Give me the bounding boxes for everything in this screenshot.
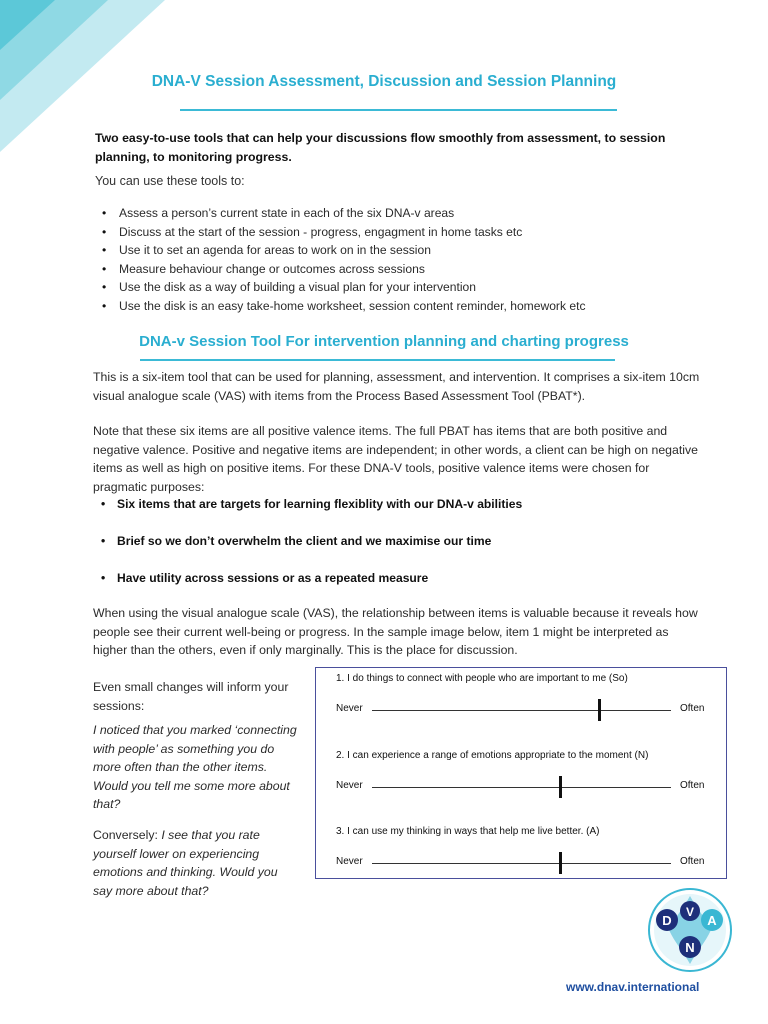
paragraph-2: Note that these six items are all positive valence items. The full PBAT has items that are both positive and negative valence. Positive and negative items are independent; in other words, a client can be high on negative items as well as high on positive items. For these DNA-V tools, positive valence items were chosen for pragmatic purposes: xyxy=(93,424,698,494)
vas-question: 2. I can experience a range of emotions appropriate to the moment (N) xyxy=(336,750,649,761)
vas-often-label: Often xyxy=(680,856,705,867)
logo-letter-v: V xyxy=(685,905,695,919)
list-item: • Use the disk is an easy take-home worksheet, session content reminder, homework etc xyxy=(100,297,586,316)
logo-letter-d: D xyxy=(662,913,672,928)
vas-never-label: Never xyxy=(336,856,363,867)
vas-scale-line xyxy=(372,710,671,711)
section-heading: DNA-v Session Tool For intervention planning and charting progress xyxy=(139,333,629,350)
vas-item xyxy=(336,826,716,886)
paragraph-3: When using the visual analogue scale (VAS), the relationship between items is valuable because it reveals how people see their current well-being or progress. In the sample image below, item 1 might be interpreted as higher than the others, even if only marginally. This is the place for discussion. xyxy=(93,606,698,657)
vas-often-label: Often xyxy=(680,703,705,714)
list-item: • Measure behaviour change or outcomes across sessions xyxy=(100,260,586,279)
list-item: • Six items that are targets for learning flexiblity with our DNA-v abilities xyxy=(100,495,522,532)
list-item: • Discuss at the start of the session - progress, engagment in home tasks etc xyxy=(100,223,586,242)
purposes-list xyxy=(100,495,522,606)
list-item: • Assess a person’s current state in each of the six DNA-v areas xyxy=(100,204,586,223)
side-note-conversely xyxy=(93,826,298,900)
intro-bold-text: Two easy-to-use tools that can help your discussions flow smoothly from assessment, to session planning, to monitoring progress. xyxy=(95,131,666,164)
paragraph-1: This is a six-item tool that can be used for planning, assessment, and intervention. It comprises a six-item 10cm visual analogue scale (VAS) with items from the Process Based Assessment Tool (PBAT*). xyxy=(93,370,700,403)
vas-often-label: Often xyxy=(680,780,705,791)
list-item: • Have utility across sessions or as a repeated measure xyxy=(100,569,522,606)
website-link[interactable]: www.dnav.international xyxy=(566,980,700,994)
logo-letter-n: N xyxy=(685,940,695,955)
vas-sample-box xyxy=(315,667,727,879)
vas-question: 1. I do things to connect with people who are important to me (So) xyxy=(336,673,628,684)
vas-scale-line xyxy=(372,787,671,788)
list-item: • Use the disk as a way of building a visual plan for your intervention xyxy=(100,278,586,297)
uses-list xyxy=(100,204,586,316)
vas-never-label: Never xyxy=(336,703,363,714)
vas-marker xyxy=(559,776,562,798)
page-title: DNA-V Session Assessment, Discussion and Session Planning xyxy=(151,73,617,90)
dnav-logo xyxy=(645,887,735,973)
conversely-label: Conversely: xyxy=(93,828,162,842)
list-item: • Brief so we don’t overwhelm the client and we maximise our time xyxy=(100,532,522,569)
vas-question: 3. I can use my thinking in ways that help me live better. (A) xyxy=(336,826,600,837)
vas-item xyxy=(336,673,716,733)
logo-letter-a: A xyxy=(707,913,717,928)
section-divider xyxy=(140,359,615,361)
vas-never-label: Never xyxy=(336,780,363,791)
vas-marker xyxy=(598,699,601,721)
side-note-example: I noticed that you marked ‘connecting with people’ as something you do more often than the other items. Would you tell me some more about that? xyxy=(93,723,297,811)
list-item: • Use it to set an agenda for areas to work on in the session xyxy=(100,241,586,260)
side-note-intro: Even small changes will inform your sessions: xyxy=(93,680,289,713)
vas-scale-line xyxy=(372,863,671,864)
vas-item xyxy=(336,750,716,810)
title-divider xyxy=(180,109,617,111)
conversely-example: I see that you rate yourself lower on experiencing emotions and thinking. Would you say more about that? xyxy=(93,828,278,898)
vas-marker xyxy=(559,852,562,874)
intro-text: You can use these tools to: xyxy=(95,174,245,188)
